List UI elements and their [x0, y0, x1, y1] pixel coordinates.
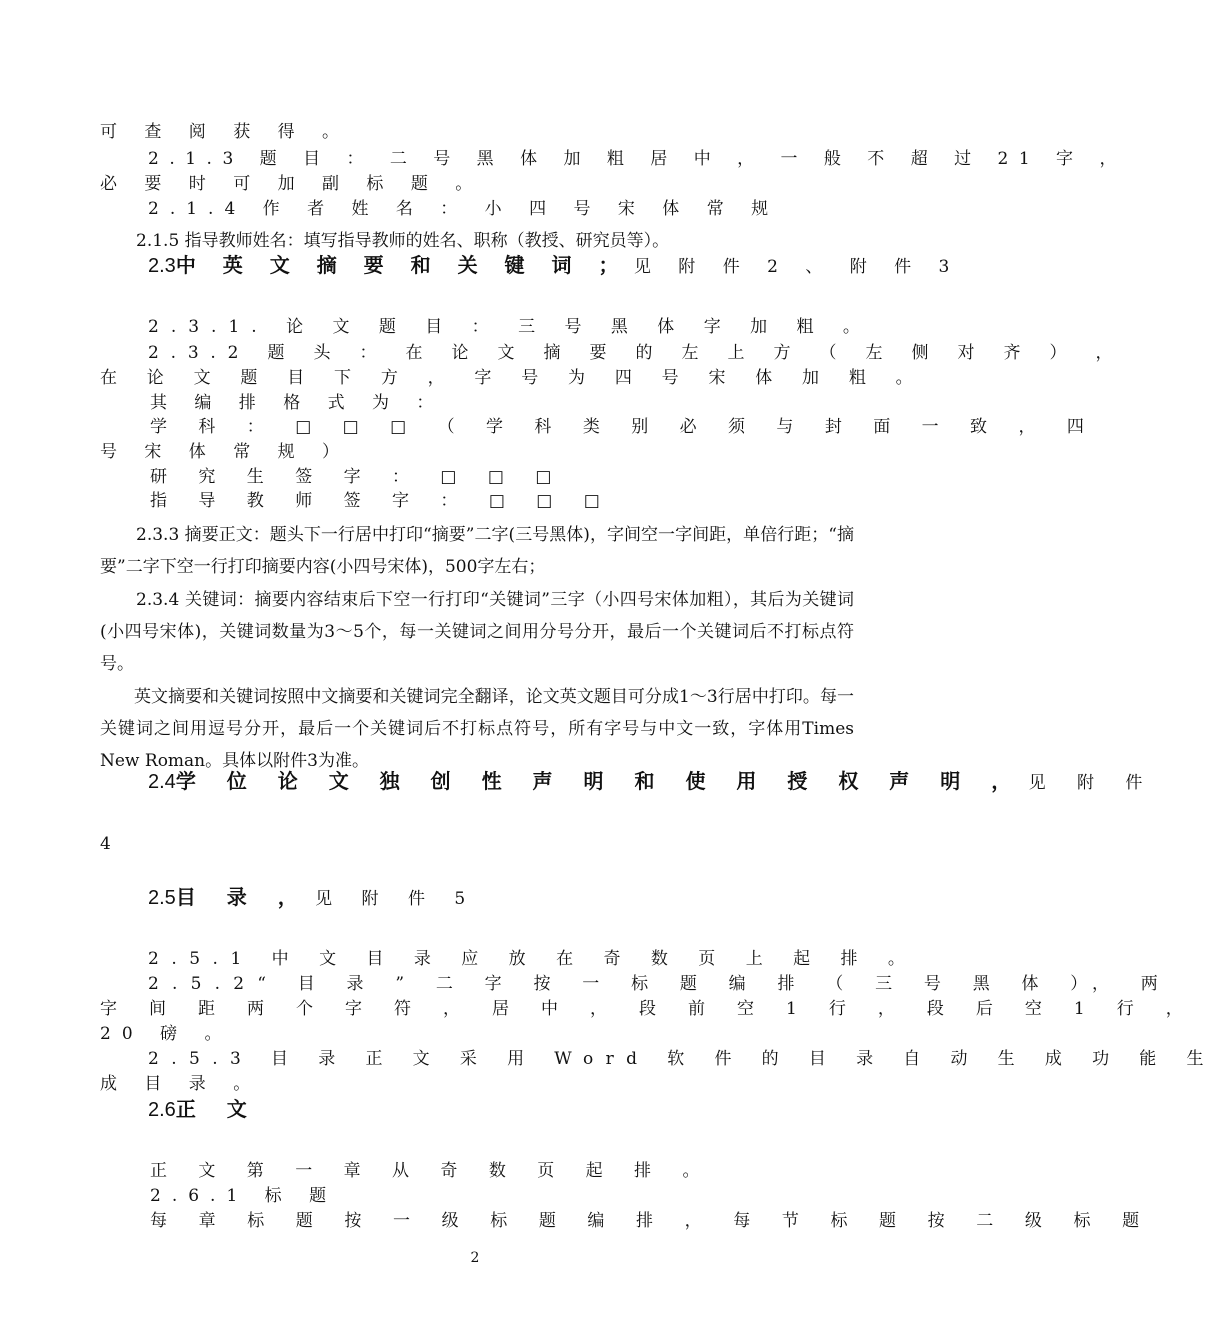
section-title: 正 文 — [175, 1097, 259, 1121]
section-number: 2.3 — [148, 255, 176, 277]
text-line: 每 章 标 题 按 一 级 标 题 编 排 ， 每 节 标 题 按 二 级 标 题 — [150, 1211, 1153, 1231]
text-line: 2.3.1. 论 文 题 目 ： 三 号 黑 体 字 加 粗 。 — [148, 317, 872, 337]
section-heading — [148, 254, 960, 278]
text-line: 2.5.1 中 文 目 录 应 放 在 奇 数 页 上 起 排 。 — [148, 949, 918, 969]
text-line: 指 导 教 师 签 字 ： □ □ □ — [150, 491, 613, 511]
text-line: 号 宋 体 常 规 ） — [100, 442, 351, 462]
text-line: 4 — [100, 834, 111, 854]
text-line: 2.1.5 指导教师姓名：填写指导教师的姓名、职称（教授、研究员等）。 — [136, 231, 670, 251]
paragraph-keywords: 2.3.4 关键词：摘要内容结束后下空一行打印“关键词”三字（小四号宋体加粗），其后为关键词(小四号宋体)，关键词数量为3～5个，每一关键词之间用分号分开，最后一个关键词后不打标点符号。 — [100, 590, 854, 674]
paragraph-english-abstract: 英文摘要和关键词按照中文摘要和关键词完全翻译，论文英文题目可分成1～3行居中打印。每一关键词之间用逗号分开，最后一个关键词后不打标点符号，所有字号与中文一致，字体用Times New Roman。具体以附件3为准。 — [100, 687, 854, 771]
text-line: 成 目 录 。 — [100, 1074, 262, 1094]
text-line: 2.1.4 作 者 姓 名 ： 小 四 号 宋 体 常 规 — [148, 199, 780, 219]
text-line: 2.1.3 题 目 ： 二 号 黑 体 加 粗 居 中 ， 一 般 不 超 过 21 字 ， — [148, 149, 1127, 169]
section-title: 目 录 ， — [175, 885, 310, 909]
paragraph-abstract-body: 2.3.3 摘要正文：题头下一行居中打印“摘要”二字(三号黑体)，字间空一字间距，单倍行距；“摘要”二字下空一行打印摘要内容(小四号宋体)，500字左右； — [100, 525, 854, 577]
section-reference: 见 附 件 — [1028, 773, 1156, 793]
section-title: 中 英 文 摘 要 和 关 键 词 ； — [175, 253, 629, 277]
text-line: 2.6.1 标 题 — [150, 1186, 338, 1206]
section-heading — [148, 1098, 259, 1122]
text-line: 可 查 阅 获 得 。 — [100, 122, 351, 142]
section-number: 2.5 — [148, 887, 176, 909]
text-line: 字 间 距 两 个 字 符 ， 居 中 ， 段 前 空 1 行 ， 段 后 空 1 行 ， — [100, 999, 1197, 1019]
text-line: 在 论 文 题 目 下 方 ， 字 号 为 四 号 宋 体 加 粗 。 — [100, 368, 925, 388]
section-number: 2.4 — [148, 771, 176, 793]
text-line: 其 编 排 格 式 为 ： — [150, 393, 445, 413]
section-title: 学 位 论 文 独 创 性 声 明 和 使 用 授 权 声 明 ， — [175, 769, 1024, 793]
text-line: 2.5.2“ 目 录 ” 二 字 按 一 标 题 编 排 （ 三 号 黑 体 ）， 两 — [148, 974, 1172, 994]
section-reference: 见 附 件 5 — [315, 889, 478, 909]
text-line: 2.3.2 题 头 ： 在 论 文 摘 要 的 左 上 方 （ 左 侧 对 齐 ） ， — [148, 343, 1125, 363]
section-heading — [148, 886, 477, 910]
text-line: 2.5.3 目 录 正 文 采 用 Word 软 件 的 目 录 自 动 生 成 功 能 生 — [148, 1049, 1216, 1069]
section-number: 2.6 — [148, 1099, 176, 1121]
text-line: 必 要 时 可 加 副 标 题 。 — [100, 174, 484, 194]
page-number: 2 — [470, 1250, 480, 1266]
text-line: 20 磅 。 — [100, 1024, 233, 1044]
text-line: 研 究 生 签 字 ： □ □ □ — [150, 467, 565, 487]
section-reference: 见 附 件 2 、 附 件 3 — [633, 257, 961, 277]
section-heading — [148, 770, 1155, 794]
text-line: 正 文 第 一 章 从 奇 数 页 起 排 。 — [150, 1161, 713, 1181]
text-line: 学 科 ： □ □ □ （ 学 科 类 别 必 须 与 封 面 一 致 ， 四 — [150, 417, 1097, 437]
